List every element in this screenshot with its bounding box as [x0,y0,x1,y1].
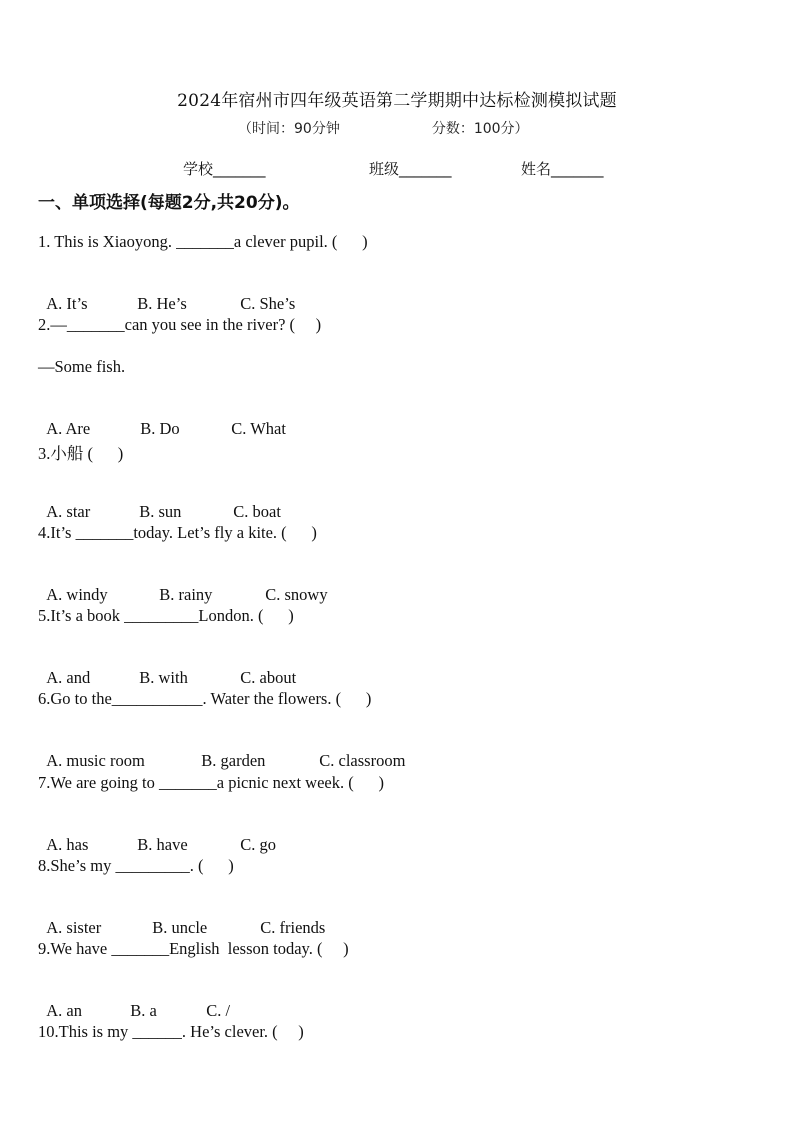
option-a[interactable]: A. and [46,668,91,687]
option-c[interactable]: C. go [240,835,277,854]
option-b[interactable]: B. have [137,835,188,854]
option-a[interactable]: A. windy [46,585,108,604]
question-2-answer-line: —Some fish. [38,357,126,376]
option-b[interactable]: B. He’s [137,294,187,313]
option-a[interactable]: A. Are [46,419,91,438]
option-b[interactable]: B. rainy [159,585,213,604]
option-b[interactable]: B. with [139,668,188,687]
option-c[interactable]: C. She’s [240,294,296,313]
option-b[interactable]: B. a [130,1001,157,1020]
class-field[interactable]: 班级_______ [369,160,452,178]
question-10: 10.This is my ______. He’s clever. ( ) [38,1022,304,1041]
page-title: 2024年宿州市四年级英语第二学期期中达标检测模拟试题 [177,91,617,111]
question-3-options [38,482,281,522]
question-5-options [38,648,296,688]
option-c[interactable]: C. boat [233,502,281,521]
option-b[interactable]: B. garden [201,751,266,770]
section-heading: 一、单项选择(每题2分,共20分)。 [38,193,300,213]
option-c[interactable]: C. classroom [319,751,406,770]
option-a[interactable]: A. has [46,835,89,854]
question-2: 2.—_______can you see in the river? ( ) [38,315,322,334]
option-a[interactable]: A. music room [46,751,145,770]
exam-time: （时间：90分钟 [238,121,340,137]
question-8: 8.She’s my _________. ( ) [38,856,234,875]
question-6: 6.Go to the___________. Water the flowers. ( ) [38,689,372,708]
question-4: 4.It’s _______today. Let’s fly a kite. ( ) [38,523,317,542]
question-1: 1. This is Xiaoyong. _______a clever pupil. ( ) [38,232,368,251]
student-info-fields [183,158,604,179]
name-field[interactable]: 姓名_______ [521,160,604,178]
option-b[interactable]: B. sun [139,502,182,521]
option-a[interactable]: A. sister [46,918,102,937]
option-a[interactable]: A. star [46,502,91,521]
school-field[interactable]: 学校_______ [183,160,266,178]
option-c[interactable]: C. / [206,1001,231,1020]
question-9: 9.We have _______English lesson today. ( ) [38,939,349,958]
option-b[interactable]: B. uncle [152,918,208,937]
exam-info [238,118,529,138]
question-4-options [38,565,328,605]
question-5: 5.It’s a book _________London. ( ) [38,606,294,625]
question-8-options [38,898,325,938]
question-7-options [38,815,276,855]
option-c[interactable]: C. snowy [265,585,328,604]
option-a[interactable]: A. It’s [46,294,88,313]
question-3: 3.小船 ( ) [38,444,124,463]
option-b[interactable]: B. Do [140,419,180,438]
question-9-options [38,981,230,1021]
question-6-options [38,731,405,771]
question-2-options [38,399,286,439]
option-a[interactable]: A. an [46,1001,82,1020]
option-c[interactable]: C. What [231,419,286,438]
option-c[interactable]: C. about [240,668,297,687]
question-1-options [38,274,295,314]
question-7: 7.We are going to _______a picnic next week. ( ) [38,773,384,792]
option-c[interactable]: C. friends [260,918,326,937]
exam-score: 分数：100分） [431,121,529,137]
